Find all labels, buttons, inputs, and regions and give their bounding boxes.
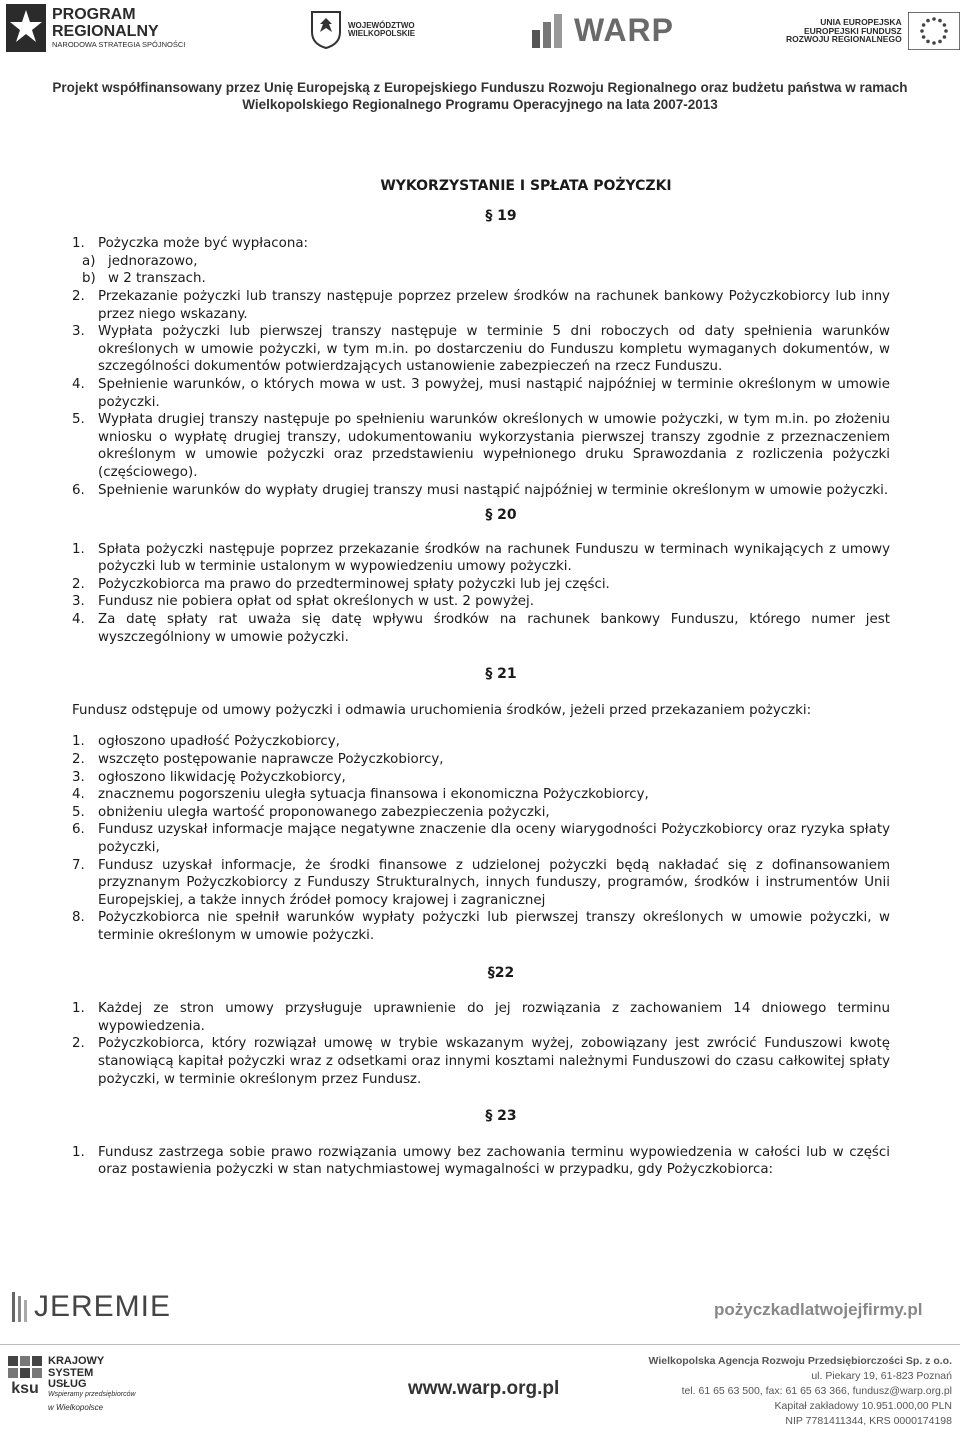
item-number: 3. [72,594,85,610]
list-item [72,804,890,822]
funding-line-2: Wielkopolskiego Regionalnego Programu Operacyjnego na lata 2007-2013 [242,97,718,112]
item-text: ogłoszono upadłość Pożyczkobiorcy, [98,734,340,750]
jeremie-text: JEREMIE [34,1290,172,1324]
section-heading-20: § 20 [485,507,517,524]
list-item [72,576,890,594]
list-item [72,253,890,271]
item-text: wszczęto postępowanie naprawcze Pożyczkobiorcy, [98,752,444,768]
section-23-list [72,1144,890,1179]
item-text: Fundusz uzyskał informacje mające negatywne znaczenie dla oceny wiarygodności Pożyczkobiorcy oraz ryzyka spłaty pożyczki, [98,822,890,855]
list-item [72,593,890,611]
item-text: Za datę spłaty rat uważa się datę wpływu środków na rachunek bankowy Funduszu, którego numer jest wyszczególniony w umowie pożyczki. [98,612,890,645]
item-number: 1. [72,1144,85,1160]
eu-line1: UNIA EUROPEJSKA [820,16,902,27]
agency-name: Wielkopolska Agencja Rozwoju Przedsiębiorczości Sp. z o.o. [648,1355,952,1367]
pozyczka-logo: pożyczkadlatwojejfirmy.pl [714,1300,923,1319]
jeremie-logo [8,1290,171,1324]
item-number: b) [82,271,96,287]
eu-logo [786,12,960,50]
section-21-list [72,733,890,944]
list-item [72,376,890,411]
ksu-tagline: Wspieramy przedsiębiorców [48,1390,136,1398]
item-text: w 2 transzach. [108,271,206,287]
ksu-region: w Wielkopolsce [48,1402,104,1412]
section-22-list [72,1000,890,1088]
item-number: 4. [72,376,85,392]
ksu-grid-icon [8,1356,42,1380]
eu-flag-icon [908,12,960,50]
item-number: 1. [72,541,85,557]
list-item [72,857,890,910]
item-number: a) [82,253,96,269]
list-item [72,769,890,787]
item-number: 5. [72,804,85,820]
list-item [72,909,890,944]
document-body [72,178,890,1179]
page-header [0,0,960,120]
item-text: Spłata pożyczki następuje poprzez przekazanie środków na rachunek Funduszu w terminach wynikających z umowy pożyczki lub w terminie ustalonym w wypowiedzeniu umowy pożyczki. [98,541,890,575]
item-number: 7. [72,857,85,873]
section-21-intro: Fundusz odstępuje od umowy pożyczki i odmawia uruchomienia środków, jeżeli przed przekazaniem pożyczki: [72,702,812,718]
item-text: obniżeniu uległa wartość proponowanego zabezpieczenia pożyczki, [98,804,550,820]
program-line1: PROGRAM [52,6,136,24]
list-item [72,323,890,376]
item-number: 8. [72,910,85,926]
list-item [72,1000,890,1035]
footer-divider [0,1344,960,1345]
item-text: Przekazanie pożyczki lub transzy następuje poprzez przelew środków na rachunek bankowy Pożyczkobiorcy lub inny przez niego wskazany. [98,288,890,322]
list-item [72,482,890,500]
page-footer [0,1282,960,1432]
document-title: WYKORZYSTANIE I SPŁATA POŻYCZKI [380,178,672,194]
agency-ids: NIP 7781411344, KRS 0000174198 [785,1415,952,1427]
item-number: 3. [72,769,85,785]
eu-line2: EUROPEJSKI FUNDUSZ [803,25,902,36]
item-text: Wypłata pożyczki lub pierwszej transzy następuje w terminie 5 dni roboczych od daty spełnienia warunków określonych w umowie pożyczki, w tym m.in. po dostarczeniu do Funduszu kompletu wymaganych dokumentów, w szczególności dokumentów potwierdzających ustanowienie zabezpieczeń na rzecz Funduszu. [98,324,890,375]
ksu-line1: KRAJOWY [48,1355,105,1367]
ksu-logo [8,1356,136,1412]
list-item [72,235,890,253]
list-item [72,821,890,856]
item-text: Pożyczkobiorca ma prawo do przedterminowej spłaty pożyczki lub jej części. [98,576,610,592]
list-item [72,411,890,481]
item-text: Każdej ze stron umowy przysługuje uprawnienie do jej rozwiązania z zachowaniem 14 dniowego terminu wypowiedzenia. [98,1001,890,1034]
item-text: Pożyczkobiorca nie spełnił warunków wypłaty pożyczki lub pierwszej transzy określonych w umowie pożyczki, w terminie określonym w umowie pożyczki. [98,910,890,943]
section-20-list [72,541,890,647]
section-heading-22: §22 [487,964,515,981]
item-text: Spełnienie warunków, o których mowa w ust. 3 powyżej, musi nastąpić najpóźniej w terminie określonym w umowie pożyczki. [98,376,890,410]
item-number: 6. [72,822,85,838]
item-number: 2. [72,288,85,304]
eu-line3: ROZWOJU REGIONALNEGO [786,34,902,45]
item-number: 5. [72,412,85,428]
agency-address: ul. Piekary 19, 61-823 Poznań [811,1370,952,1382]
item-number: 1. [72,1001,85,1017]
list-item [72,786,890,804]
ksu-line2: SYSTEM [48,1366,94,1379]
item-number: 1. [72,236,85,252]
program-line2: REGIONALNY [52,23,159,41]
program-star-icon [6,4,46,52]
jeremie-mark-icon [8,1290,28,1324]
item-number: 2. [72,752,85,768]
program-regionalny-logo [6,4,185,52]
ksu-abbr: ksu [11,1380,39,1397]
list-item [72,611,890,646]
warp-mark-icon [530,12,568,50]
item-text: Wypłata drugiej transzy następuje po spełnieniu warunków określonych w umowie pożyczki, w tym m.in. po złożeniu wniosku o wypłatę drugiej transzy, udokumentowaniu wykorzystania pierwszej transzy zgodnie z przeznaczeniem określonym w umowie pożyczki oraz przedstawieniu wypełnionego druku Sprawozdania z rozliczenia pożyczki (częściowego). [98,412,890,480]
item-number: 3. [72,324,85,340]
agency-contact: tel. 61 65 63 500, fax: 61 65 63 366, fundusz@warp.org.pl [681,1385,952,1397]
item-number: 1. [72,734,85,750]
ksu-line3: USŁUG [48,1378,87,1391]
agency-capital: Kapitał zakładowy 10.951.000,00 PLN [774,1400,952,1412]
item-text: Fundusz nie pobiera opłat od spłat określonych w ust. 2 powyżej. [98,594,534,610]
item-number: 6. [72,482,85,498]
item-text: Pożyczkobiorca, który rozwiązał umowę w trybie wskazanym wyżej, zobowiązany jest zwrócić Funduszowi kwotę stanowiącą kapitał pożyczki wraz z odsetkami oraz innymi kosztami należnymi Funduszowi do czasu całkowitej spłaty pożyczki, w terminie określonym przez Fundusz. [98,1036,890,1087]
item-number: 4. [72,787,85,803]
warp-logo [530,12,674,50]
list-item [72,1144,890,1179]
program-line3: NARODOWA STRATEGIA SPÓJNOŚCI [52,39,186,49]
list-item [72,733,890,751]
list-item [72,1035,890,1088]
wojewodztwo-logo [310,10,415,50]
website-link[interactable]: www.warp.org.pl [408,1378,560,1399]
woj-line1: WOJEWÓDZTWO [348,20,415,30]
agency-info [649,1354,953,1429]
section-heading-23: § 23 [485,1108,517,1125]
item-number: 2. [72,1036,85,1052]
item-text: ogłoszono likwidację Pożyczkobiorcy, [98,769,346,785]
item-text: znacznemu pogorszeniu uległa sytuacja finansowa i ekonomiczna Pożyczkobiorcy, [98,787,649,803]
woj-line2: WIELKOPOLSKIE [348,29,416,38]
funding-line-1: Projekt współfinansowany przez Unię Europejską z Europejskiego Funduszu Rozwoju Regionalnego oraz budżetu państwa w ramach [52,80,908,95]
item-text: Fundusz uzyskał informacje, że środki finansowe z udzielonej pożyczki będą nakładać się z dofinansowaniem przyznanym Pożyczkobiorcy z Funduszy Strukturalnych, innych funduszy, programów, środków i instrumentów Unii Europejskiej, a także innych źródeł pomocy krajowej i zagranicznej [98,857,890,908]
section-heading-21: § 21 [485,666,517,683]
list-item [72,288,890,323]
eagle-crest-icon [310,10,342,50]
list-item [72,751,890,769]
section-19-list [72,235,890,499]
item-text: Pożyczka może być wypłacona: [98,236,309,252]
list-item [72,270,890,288]
warp-text: WARP [574,12,674,49]
item-text: Fundusz zastrzega sobie prawo rozwiązania umowy bez zachowania terminu wypowiedzenia w całości lub w części oraz postawienia pożyczki w stan natychmiastowej wymagalności w przypadku, gdy Pożyczkobiorca: [98,1144,890,1178]
item-text: jednorazowo, [108,253,198,269]
item-number: 2. [72,576,85,592]
list-item [72,541,890,576]
item-number: 4. [72,612,85,628]
section-heading-19: § 19 [485,207,517,224]
item-text: Spełnienie warunków do wypłaty drugiej transzy musi nastąpić najpóźniej w terminie określonym w umowie pożyczki. [98,482,889,498]
